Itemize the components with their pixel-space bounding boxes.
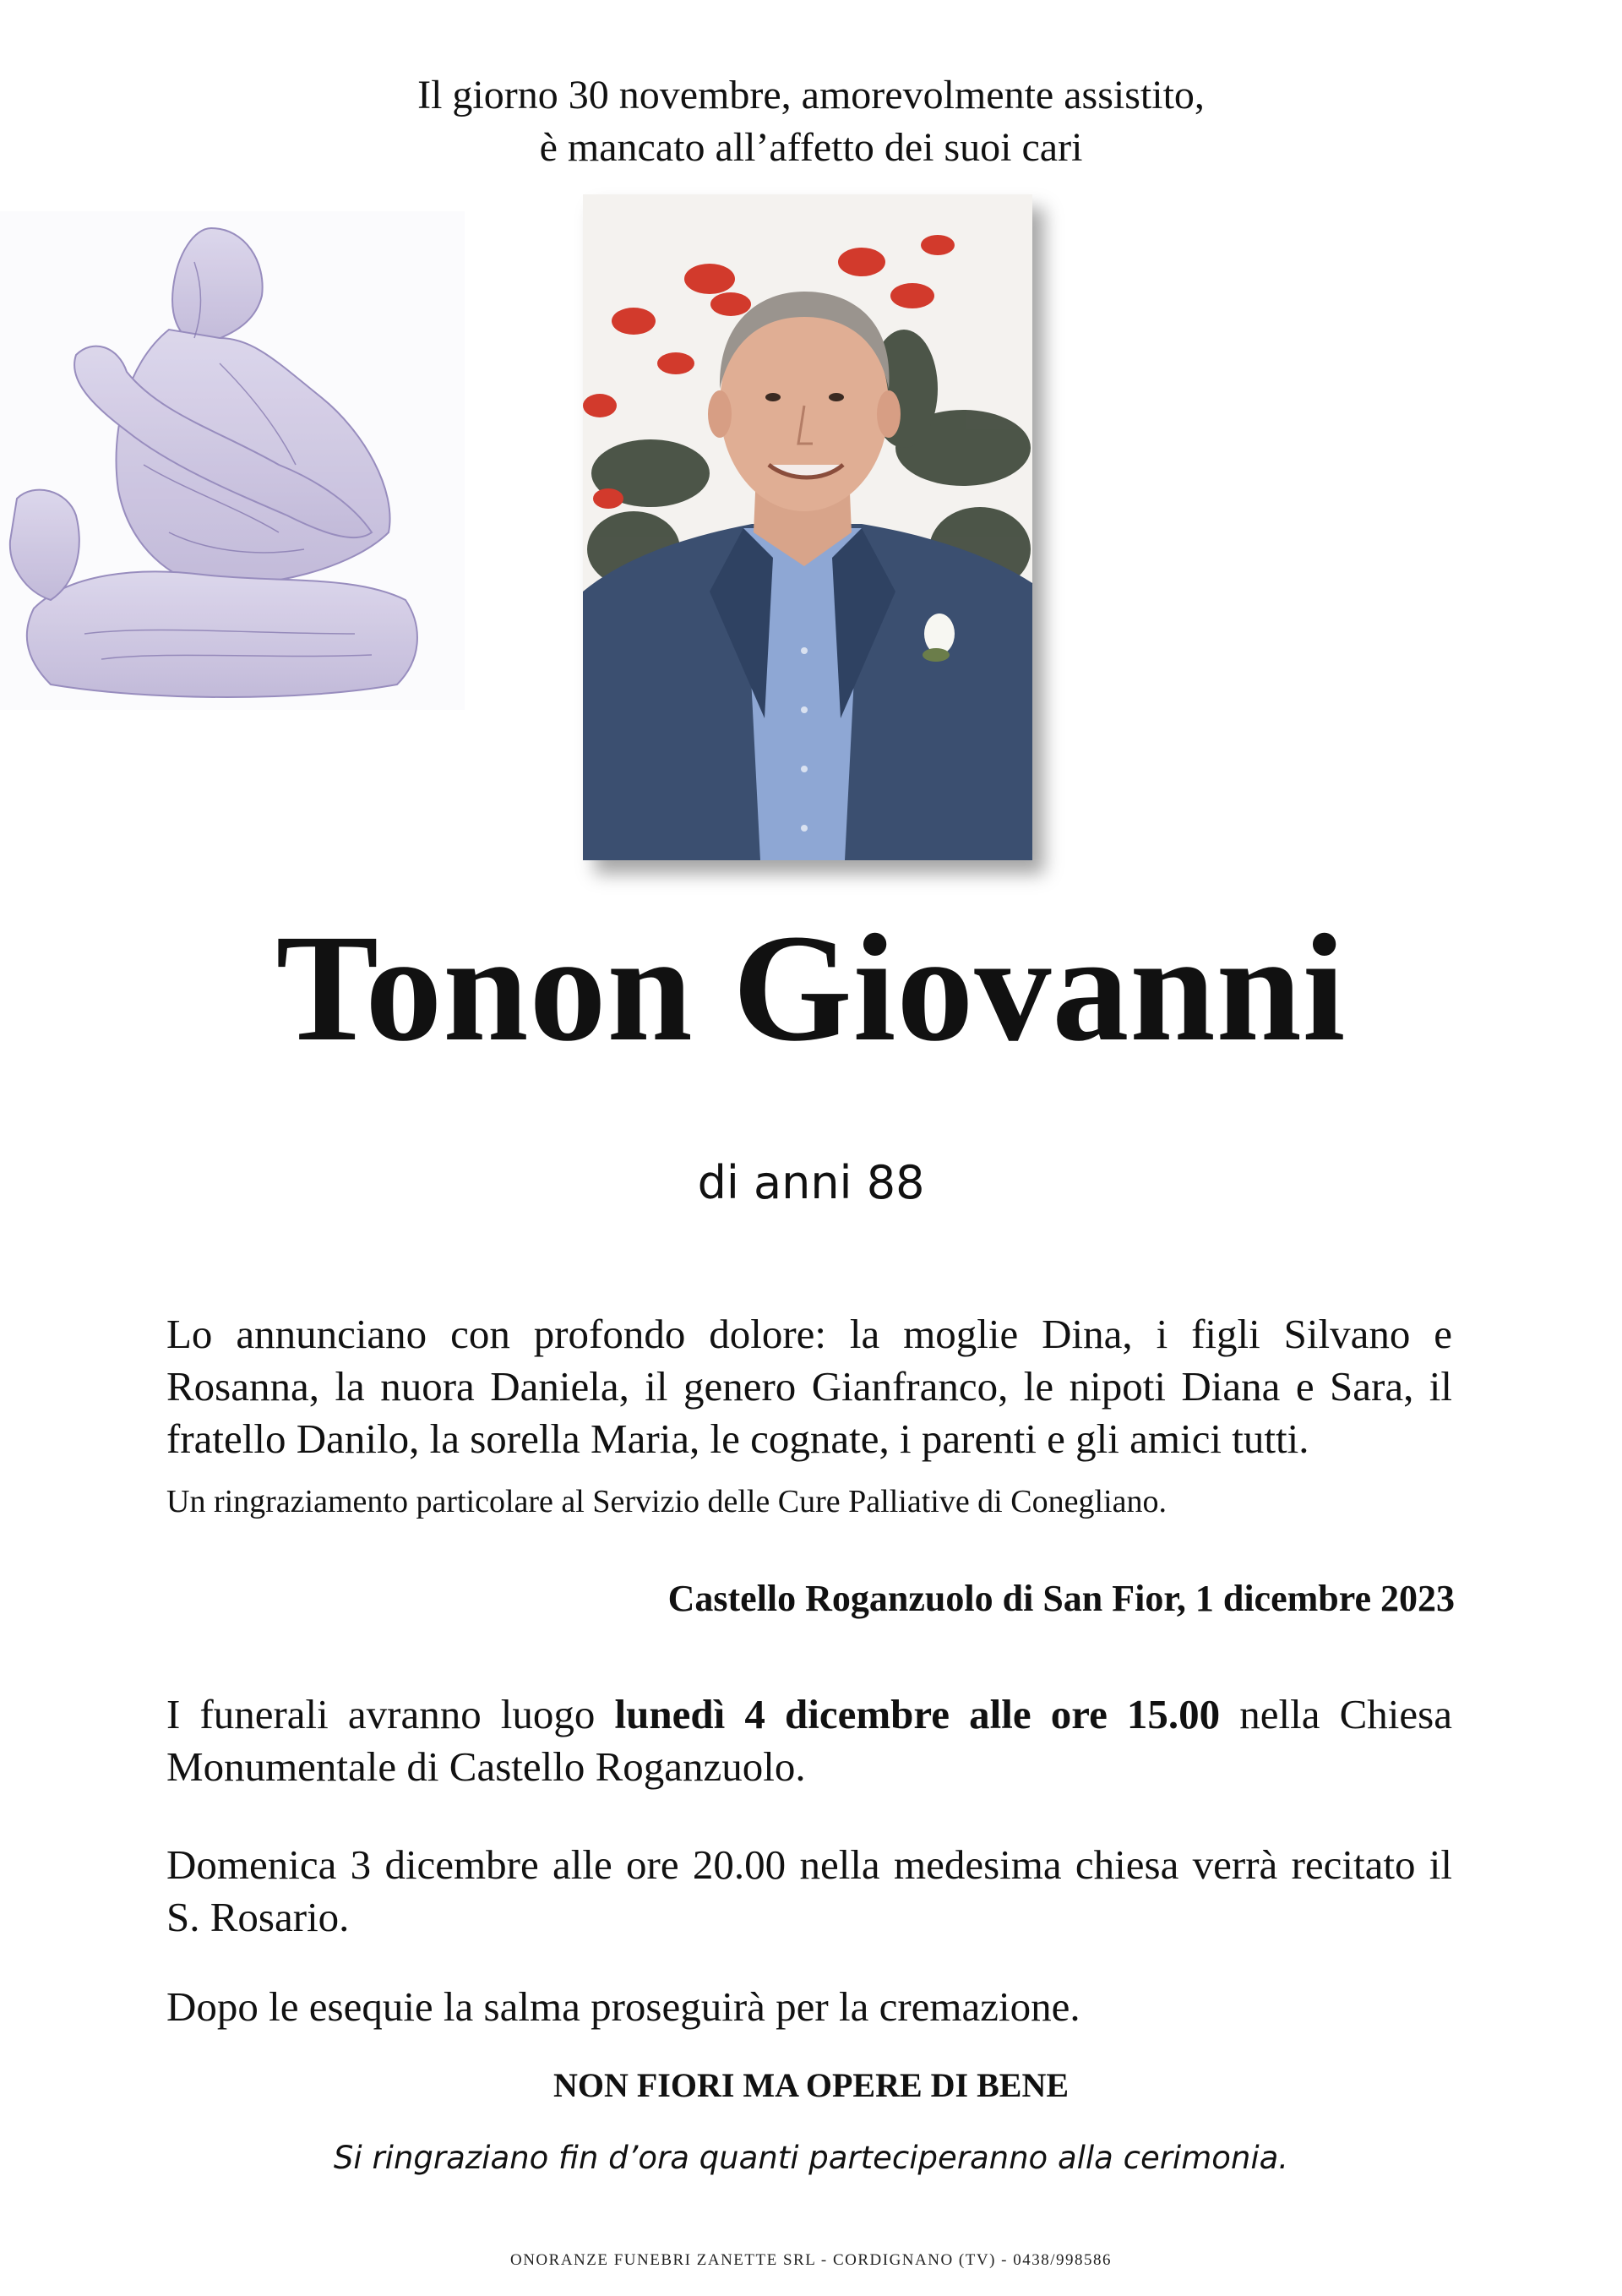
- intro-line-1: Il giorno 30 novembre, amorevolmente assistito,: [417, 73, 1205, 117]
- announcement-text: Lo annunciano con profondo dolore: la moglie Dina, i figli Silvano e Rosanna, la nuora Daniela, il genero Gianfranco, le nipoti Diana e Sara, il fratello Danilo, la sorella Maria, le cognate, i parenti e gli amici tutti.: [166, 1311, 1452, 1462]
- place-date: Castello Roganzuolo di San Fior, 1 dicembre 2023: [667, 1578, 1455, 1619]
- pieta-sketch-image: [0, 211, 465, 710]
- intro-line-2: è mancato all’affetto dei suoi cari: [539, 125, 1083, 170]
- rosary-info: Domenica 3 dicembre alle ore 20.00 nella medesima chiesa verrà recitato il S. Rosario.: [166, 1841, 1452, 1940]
- funeral-home-footer: ONORANZE FUNEBRI ZANETTE SRL - CORDIGNANO (TV) - 0438/998586: [509, 2251, 1113, 2269]
- deceased-name: Tonon Giovanni: [275, 903, 1347, 1073]
- intro-text: [0, 69, 1622, 174]
- thanks-text: Un ringraziamento particolare al Servizio delle Cure Palliative di Conegliano.: [166, 1484, 1167, 1519]
- deceased-age: di anni 88: [697, 1156, 925, 1209]
- funeral-info-after: nella Chiesa Monumentale di Castello Roganzuolo.: [166, 1691, 1452, 1790]
- flowers-note: NON FIORI MA OPERE DI BENE: [552, 2066, 1070, 2104]
- funeral-info-before: I funerali avranno luogo: [166, 1691, 615, 1737]
- funeral-date-time: lunedì 4 dicembre alle ore 15.00: [614, 1691, 1221, 1737]
- portrait-photo: [583, 194, 1032, 860]
- funeral-info: [166, 1688, 1452, 1793]
- cremation-info: Dopo le esequie la salma proseguirà per la cremazione.: [166, 1983, 1080, 2030]
- closing-thanks: Si ringraziano fin d’ora quanti parteciperanno alla cerimonia.: [333, 2140, 1289, 2176]
